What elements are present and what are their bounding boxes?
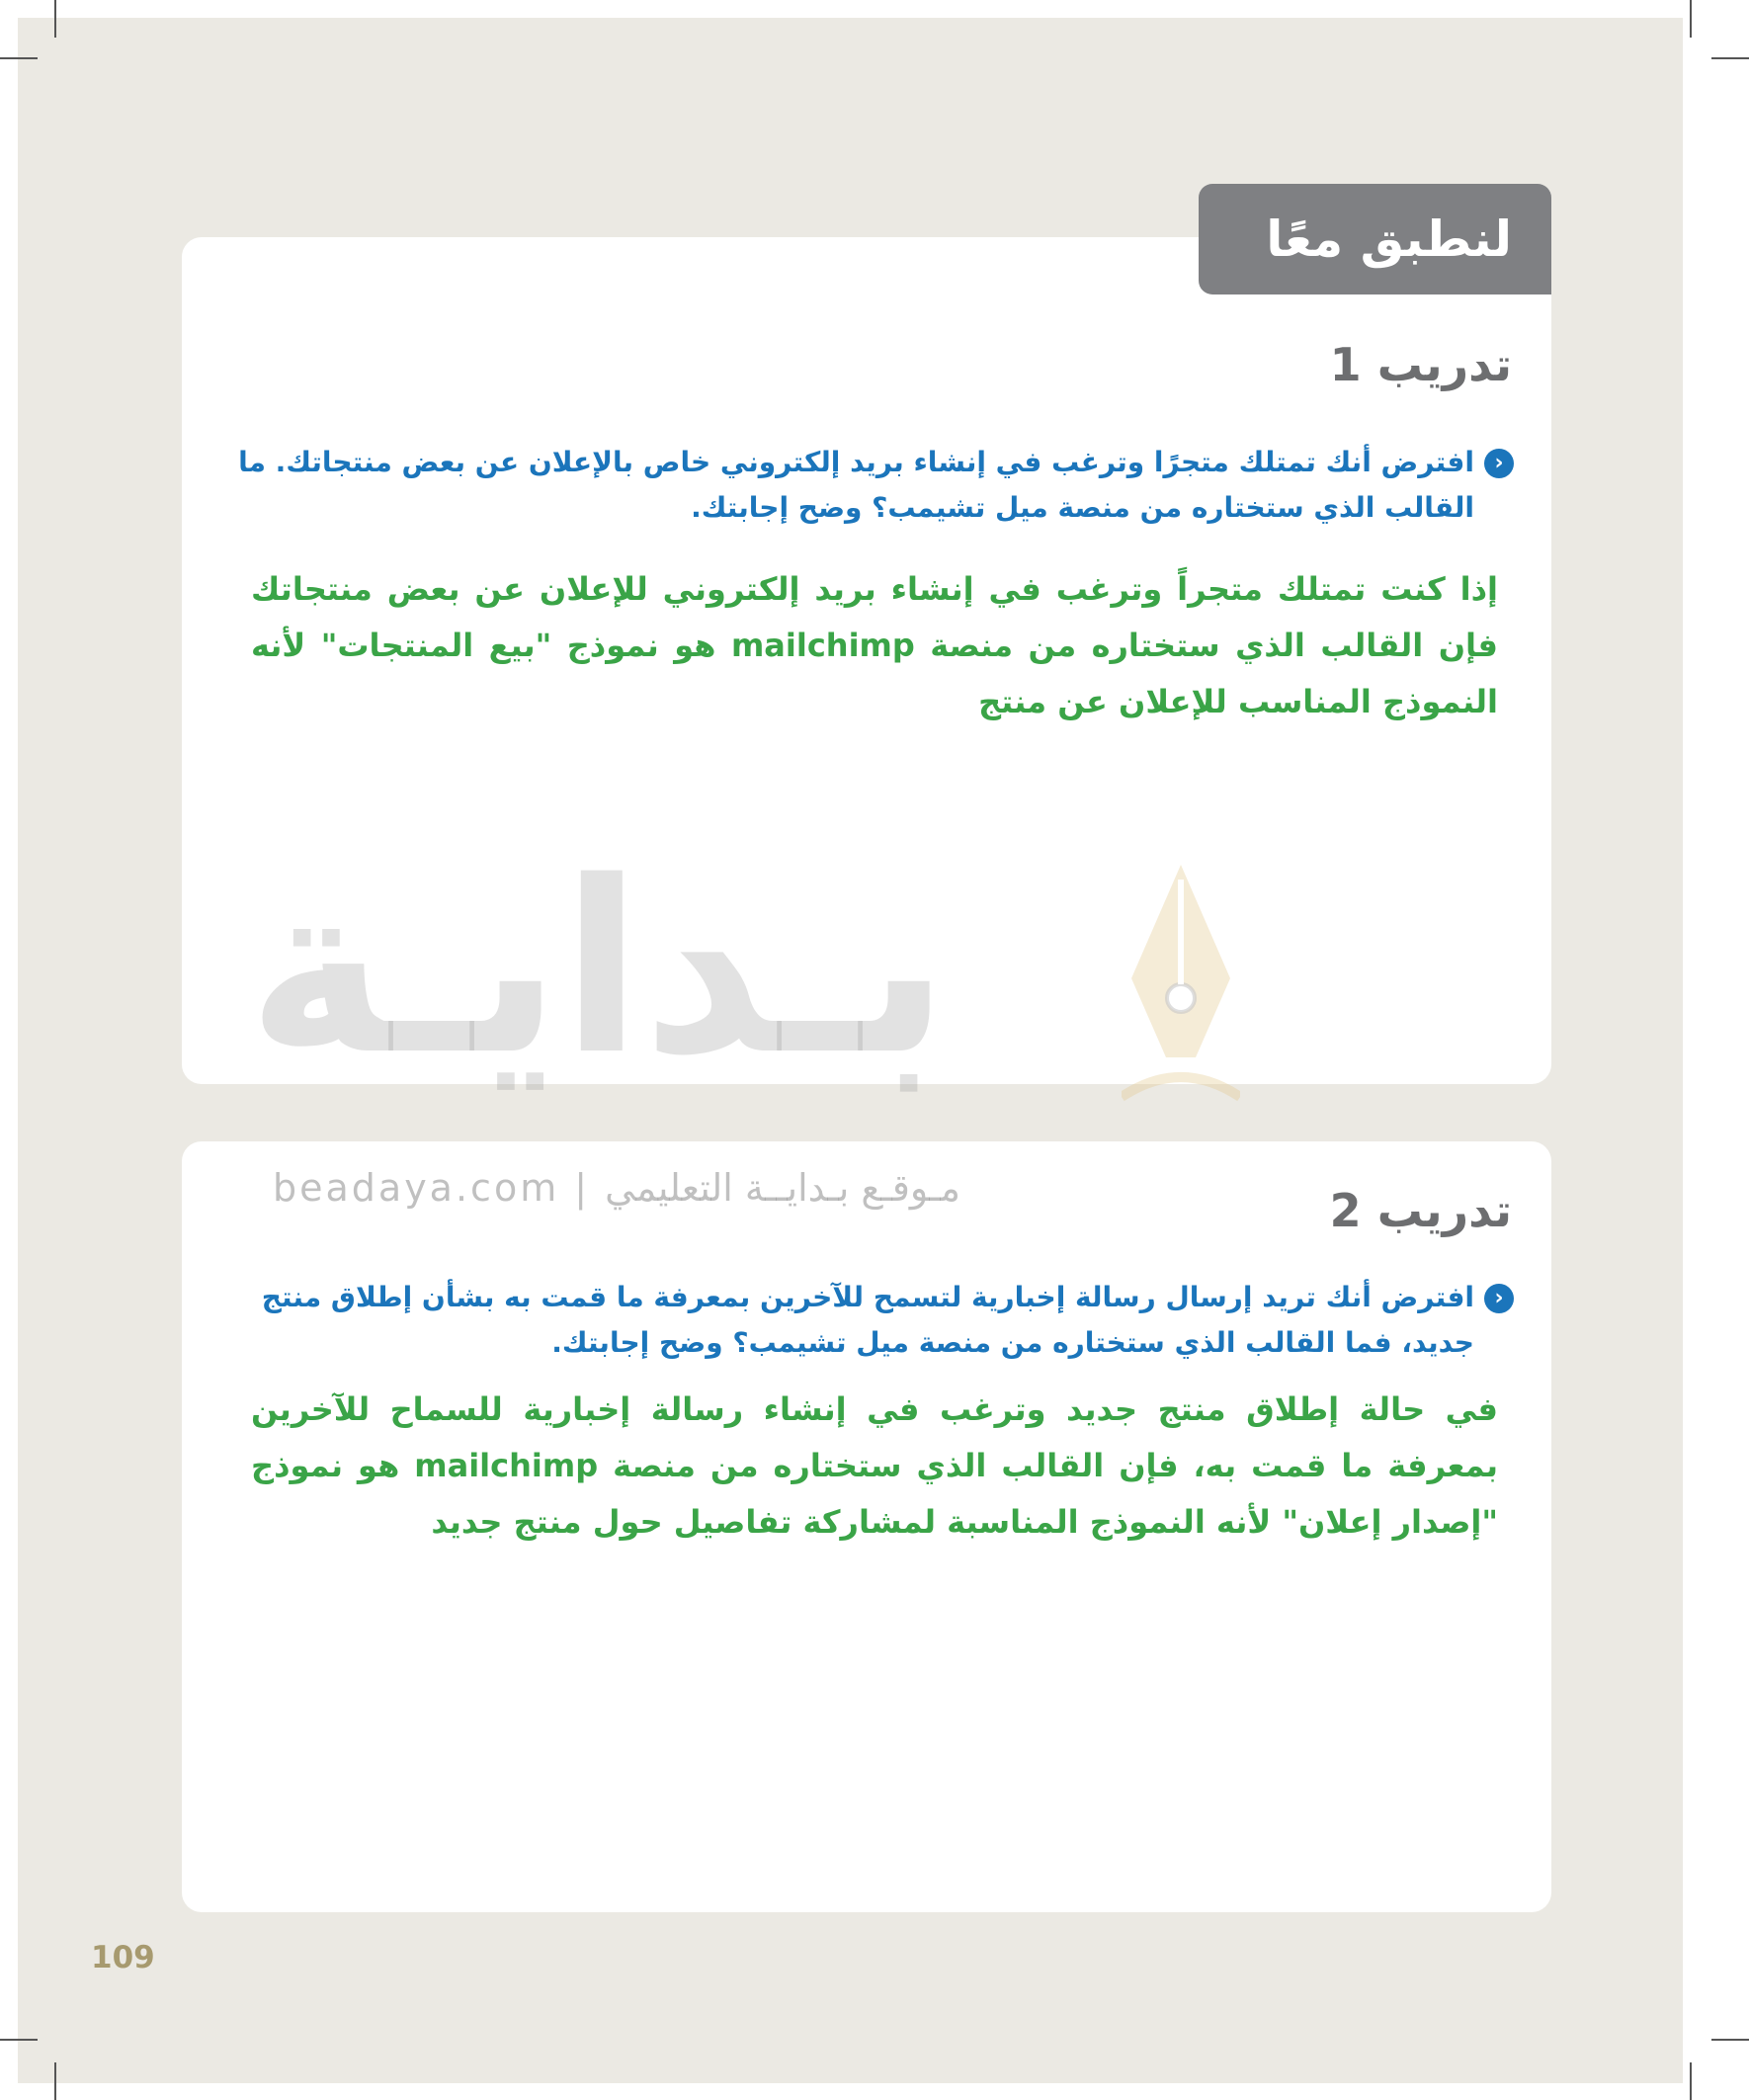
- crop-mark: [54, 2062, 56, 2100]
- page-number: 109: [91, 1940, 155, 1975]
- section-title: لنطبق معًا: [1266, 210, 1512, 268]
- exercise2-question-line2: جديد، فما القالب الذي ستختاره من منصة ميل تشيمب؟ وضح إجابتك.: [551, 1326, 1474, 1359]
- crop-mark: [1690, 2062, 1692, 2100]
- crop-mark: [54, 0, 56, 38]
- exercise2-question-line1: افترض أنك تريد إرسال رسالة إخبارية لتسمح للآخرين بمعرفة ما قمت به بشأن إطلاق منتج: [261, 1281, 1474, 1313]
- exercise2-question: [219, 1275, 1514, 1366]
- exercise1-heading: تدريب 1: [1329, 338, 1512, 391]
- crop-mark: [0, 57, 38, 59]
- chevron-circle-icon: ‹: [1484, 1284, 1514, 1313]
- crop-mark: [1711, 2039, 1749, 2041]
- section-tab: [1199, 184, 1551, 294]
- exercise2-heading: تدريب 2: [1329, 1184, 1512, 1237]
- exercise1-answer: إذا كنت تمتلك متجراً وترغب في إنشاء بريد إلكتروني للإعلان عن بعض منتجاتك فإن القالب الذي ستختاره من منصة mailchimp هو نموذج "بيع المنتجات" لأنه النموذج المناسب للإعلان عن منتج: [251, 570, 1498, 720]
- chevron-circle-icon: ‹: [1484, 449, 1514, 478]
- exercise2-answer: في حالة إطلاق منتج جديد وترغب في إنشاء رسالة إخبارية للسماح للآخرين بمعرفة ما قمت به، فإن القالب الذي ستختاره من منصة mailchimp هو نموذج "إصدار إعلان" لأنه النموذج المناسبة لمشاركة تفاصيل حول منتج جديد: [251, 1390, 1498, 1541]
- watermark-caption: beadaya.com | مـوقـع بـدايــة التعليمي: [273, 1166, 961, 1210]
- crop-mark: [1690, 0, 1692, 38]
- exercise1-question-line2: القالب الذي ستختاره من منصة ميل تشيمب؟ وضح إجابتك.: [691, 491, 1474, 524]
- crop-mark: [0, 2039, 38, 2041]
- exercise1-question: [219, 440, 1514, 531]
- watermark-logo: بـدايـة: [247, 830, 950, 1107]
- pen-nib-icon: [1122, 860, 1240, 1117]
- exercise1-question-line1: افترض أنك تمتلك متجرًا وترغب في إنشاء بريد إلكتروني خاص بالإعلان عن بعض منتجاتك. ما: [238, 446, 1474, 478]
- crop-mark: [1711, 57, 1749, 59]
